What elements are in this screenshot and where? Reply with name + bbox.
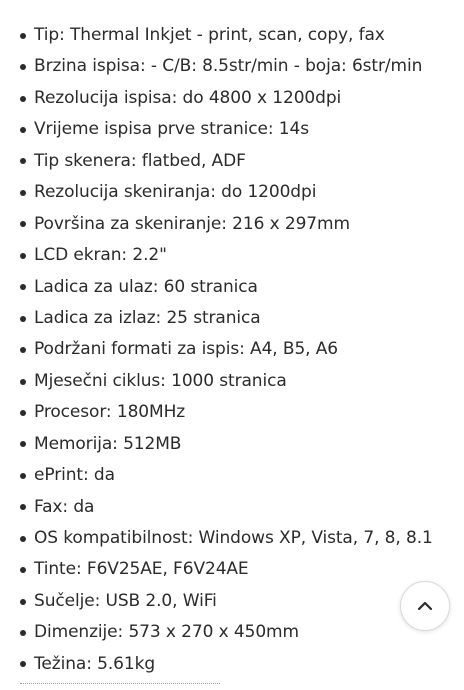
- bullet-icon: [20, 661, 26, 667]
- spec-item: [0, 146, 464, 177]
- bullet-icon: [20, 379, 26, 385]
- spec-item: [0, 492, 464, 523]
- spec-list: [0, 20, 464, 680]
- spec-text: Rezolucija ispisa: do 4800 x 1200dpi: [34, 87, 342, 108]
- spec-text: Memorija: 512MB: [34, 433, 182, 454]
- chevron-up-icon: [415, 596, 435, 616]
- bullet-icon: [20, 347, 26, 353]
- spec-item: [0, 114, 464, 145]
- bullet-icon: [20, 536, 26, 542]
- bullet-icon: [20, 441, 26, 447]
- bullet-icon: [20, 473, 26, 479]
- spec-item: [0, 397, 464, 428]
- bullet-icon: [20, 567, 26, 573]
- spec-item: [0, 586, 464, 617]
- scroll-to-top-button[interactable]: [400, 581, 450, 631]
- spec-item: [0, 177, 464, 208]
- spec-item: [0, 51, 464, 82]
- spec-text: Tip: Thermal Inkjet - print, scan, copy, fax: [34, 25, 385, 45]
- spec-text: LCD ekran: 2.2": [34, 245, 167, 266]
- spec-text: Površina za skeniranje: 216 x 297mm: [34, 213, 350, 234]
- spec-text: Vrijeme ispisa prve stranice: 14s: [34, 119, 309, 140]
- bullet-icon: [20, 630, 26, 636]
- spec-text: ePrint: da: [34, 465, 115, 486]
- bullet-icon: [20, 504, 26, 510]
- spec-text: Fax: da: [34, 496, 95, 517]
- bullet-icon: [20, 64, 26, 70]
- spec-text: Tip skenera: flatbed, ADF: [34, 150, 246, 171]
- spec-item: [0, 272, 464, 303]
- spec-item: [0, 303, 464, 334]
- spec-item: [0, 460, 464, 491]
- spec-text: Podržani formati za ispis: A4, B5, A6: [34, 339, 339, 360]
- spec-text: Procesor: 180MHz: [34, 402, 186, 423]
- spec-item: [0, 429, 464, 460]
- spec-item: [0, 649, 464, 680]
- spec-item: [0, 20, 464, 51]
- spec-text: Mjesečni ciklus: 1000 stranica: [34, 370, 287, 391]
- spec-text: Ladica za ulaz: 60 stranica: [34, 276, 258, 297]
- bullet-icon: [20, 33, 26, 39]
- spec-text: Rezolucija skeniranja: do 1200dpi: [34, 182, 317, 203]
- bullet-icon: [20, 253, 26, 259]
- clipped-text-fragment: [20, 683, 220, 687]
- bullet-icon: [20, 190, 26, 196]
- spec-item: [0, 617, 464, 648]
- bullet-icon: [20, 284, 26, 290]
- spec-item: [0, 209, 464, 240]
- spec-item: [0, 523, 464, 554]
- clipped-list-item: [0, 683, 464, 690]
- spec-text: Ladica za izlaz: 25 stranica: [34, 307, 261, 328]
- bullet-icon: [20, 316, 26, 322]
- spec-item: [0, 83, 464, 114]
- bullet-icon: [20, 599, 26, 605]
- spec-item: [0, 366, 464, 397]
- bullet-icon: [20, 127, 26, 133]
- bullet-icon: [20, 158, 26, 164]
- spec-item: [0, 554, 464, 585]
- spec-text: OS kompatibilnost: Windows XP, Vista, 7, 8, 8.1: [34, 528, 433, 548]
- bullet-icon: [20, 410, 26, 416]
- spec-text: Sučelje: USB 2.0, WiFi: [34, 590, 217, 611]
- spec-item: [0, 240, 464, 271]
- bullet-icon: [20, 96, 26, 102]
- bullet-icon: [20, 221, 26, 227]
- spec-text: Težina: 5.61kg: [34, 653, 156, 674]
- spec-item: [0, 334, 464, 365]
- spec-text: Dimenzije: 573 x 270 x 450mm: [34, 622, 299, 643]
- spec-text: Brzina ispisa: - C/B: 8.5str/min - boja: 6str/min: [34, 56, 423, 77]
- spec-text: Tinte: F6V25AE, F6V24AE: [34, 559, 249, 580]
